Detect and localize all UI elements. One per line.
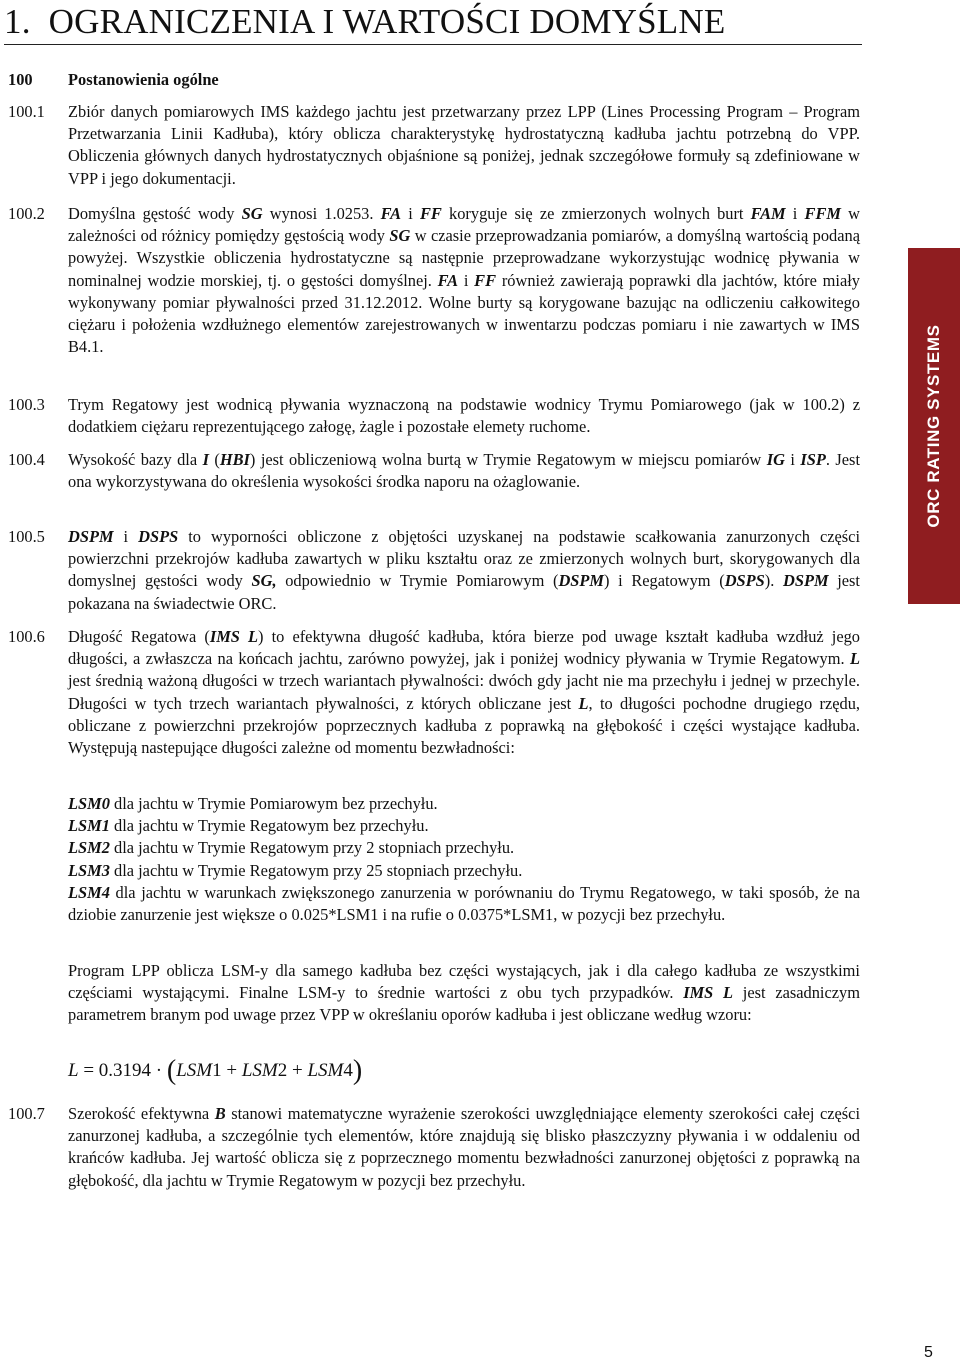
chapter-title: OGRANICZENIA I WARTOŚCI DOMYŚLNE [48, 2, 726, 41]
paragraph-100-2 [8, 203, 860, 358]
section-number: 100 [8, 70, 33, 89]
paragraph-number: 100.3 [8, 395, 45, 414]
paragraph-100-5 [8, 526, 860, 615]
paragraph-number: 100.7 [8, 1104, 45, 1123]
paragraph-number: 100.4 [8, 450, 45, 469]
paragraph-100-3 [8, 394, 860, 438]
lsm-formula: L = 0.3194 · (LSM1 + LSM2 + LSM4) [68, 1055, 363, 1086]
paragraph-text: DSPM i DSPS to wyporności obliczone z objętości uzyskanej na podstawie scałkowania zanurzonych części powierzchni przekrojów kadłuba zawartych w pliku kształtu oraz ze zmierzonych wolnych burt, skorygowanych dla domyslnej gęstości wody SG, odpowiednio w Trymie Pomiarowym (DSPM) i Regatowym (DSPS). DSPM jest pokazana na świadectwie ORC. [68, 527, 861, 613]
list-item: LSM4 dla jachtu w warunkach zwiększonego zanurzenia w porównaniu do Trymu Regatowego, w taki sposób, że na dziobie zanurzenie jest większe o 0.025*LSM1 i na rufie o 0.0375*LSM1, w pozycji bez przechyłu. [68, 882, 860, 925]
paragraph-100-6 [8, 626, 860, 759]
list-item: LSM1 dla jachtu w Trymie Regatowym bez przechyłu. [68, 816, 429, 836]
section-title: Postanowienia ogólne [68, 70, 219, 89]
paragraph-text: Zbiór danych pomiarowych IMS każdego jachtu jest przetwarzany przez LPP (Lines Processing Program – Program Przetwarzania Linii Kadłuba), który oblicza charakterystykę hydrostatyczną kadłuba jachtu potrzebną do VPP. Obliczenia głównych danych hydrostatycznych objaśnione są poniżej, jednak szczegółowe formuły są zdefiniowane w VPP i jego dokumentacji. [68, 102, 860, 188]
list-item: LSM2 dla jachtu w Trymie Regatowym przy 2 stopniach przechyłu. [68, 838, 515, 858]
paragraph-number: 100.1 [8, 102, 45, 121]
paragraph-100-1 [8, 101, 860, 190]
page-number: 5 [924, 1344, 933, 1361]
paragraph-number: 100.2 [8, 204, 45, 223]
chapter-number: 1. [4, 2, 31, 41]
list-item: LSM3 dla jachtu w Trymie Regatowym przy 25 stopniach przechyłu. [68, 860, 523, 880]
paragraph-100-7 [8, 1103, 860, 1192]
paragraph-number: 100.5 [8, 527, 45, 546]
list-item: LSM0 dla jachtu w Trymie Pomiarowym bez przechyłu. [68, 794, 438, 813]
sidebar-label: ORC RATING SYSTEMS [924, 324, 943, 528]
paragraph-text: Wysokość bazy dla I (HBI) jest obliczeniową wolna burtą w Trymie Regatowym w miejscu pomiarów IG i ISP. Jest ona wykorzystywana do określenia wysokości środka naporu na ożaglowanie. [68, 450, 860, 492]
lsm-list [68, 793, 860, 926]
paragraph-text: Trym Regatowy jest wodnicą pływania wyznaczoną na podstawie wodnicy Trymu Pomiarowego (jak w 100.2) z dodatkiem ciężaru reprezentującego załogę, żagle i pozostałe elemety ruchome. [68, 395, 860, 437]
chapter-heading [4, 2, 862, 45]
paragraph-text: Domyślna gęstość wody SG wynosi 1.0253. FA i FF koryguje się ze zmierzonych wolnych burt FAM i FFM w zależności od różnicy pomiędzy gęstością wody SG w czasie przeprowadzania pomiarów, a domyślną wartością podaną powyżej. Wszystkie obliczenia hydrostatyczne są następnie przeprowadzane wykorzystując wodnicę pływania w nominalnej wodzie morskiej, tj. o gęstości domyślnej. FA i FF również zawierają poprawki dla jachtów, które miały wykonywany pomiar pływalności przed 31.12.2012. Wolne burty są korygowane bazując na odliczeniu całkowitego ciężaru i położenia wzdłużnego elementów zarejestrowanych w inwentarzu podczas pomiaru i nie zawartych w IMS B4.1. [68, 204, 861, 357]
paragraph-100-4 [8, 449, 860, 493]
paragraph-text: Szerokość efektywna B stanowi matematyczne wyrażenie szerokości uwzględniające elementy szerokości całej części zanurzonej kadłuba, a szczególnie tych elementów, które znajdują się blisko płaszczyzny pływania i w oddaleniu od krańców kadłuba. Jej wartość oblicza się z poprzecznego momentu bezwładności zanurzonej objętości z poprawką na głębokość, dla jachtu w Trymie Regatowym w pozycji bez przechyłu. [68, 1104, 860, 1190]
orc-sidebar-tab [908, 248, 960, 604]
paragraph-lpp: Program LPP oblicza LSM-y dla samego kadłuba bez części wystających, jak i dla całego kadłuba ze wszystkimi częściami wystającymi. Finalne LSM-y to średnie wartości z obu tych przypadków. IMS L jest zasadniczym parametrem branym pod uwage przez VPP w określaniu oporów kadłuba i jest obliczane według wzoru: [68, 961, 860, 1025]
section-heading [8, 70, 219, 90]
paragraph-text: Długość Regatowa (IMS L) to efektywna długość kadłuba, która bierze pod uwage kształt kadłuba wzdłuż jego długości, a zwłaszcza na końcach jachtu, zarówno powyżej, jak i poniżej wodnicy pływania w Trymie Regatowym. L jest średnią ważoną długości w trzech wariantach pływalności: dwóch gdy jacht nie ma przechyłu i jednej w przechyle. Długości w tych trzech wariantach pływalności, z których obliczane jest L, to długości pochodne drugiego rzędu, obliczane z powierzchni przekrojów poprzecznych kadłuba z poprawką na głębokość i części wystające kadłuba. Występują nastepujące długości zależne od momentu bezwładności: [68, 627, 860, 758]
paragraph-number: 100.6 [8, 627, 45, 646]
